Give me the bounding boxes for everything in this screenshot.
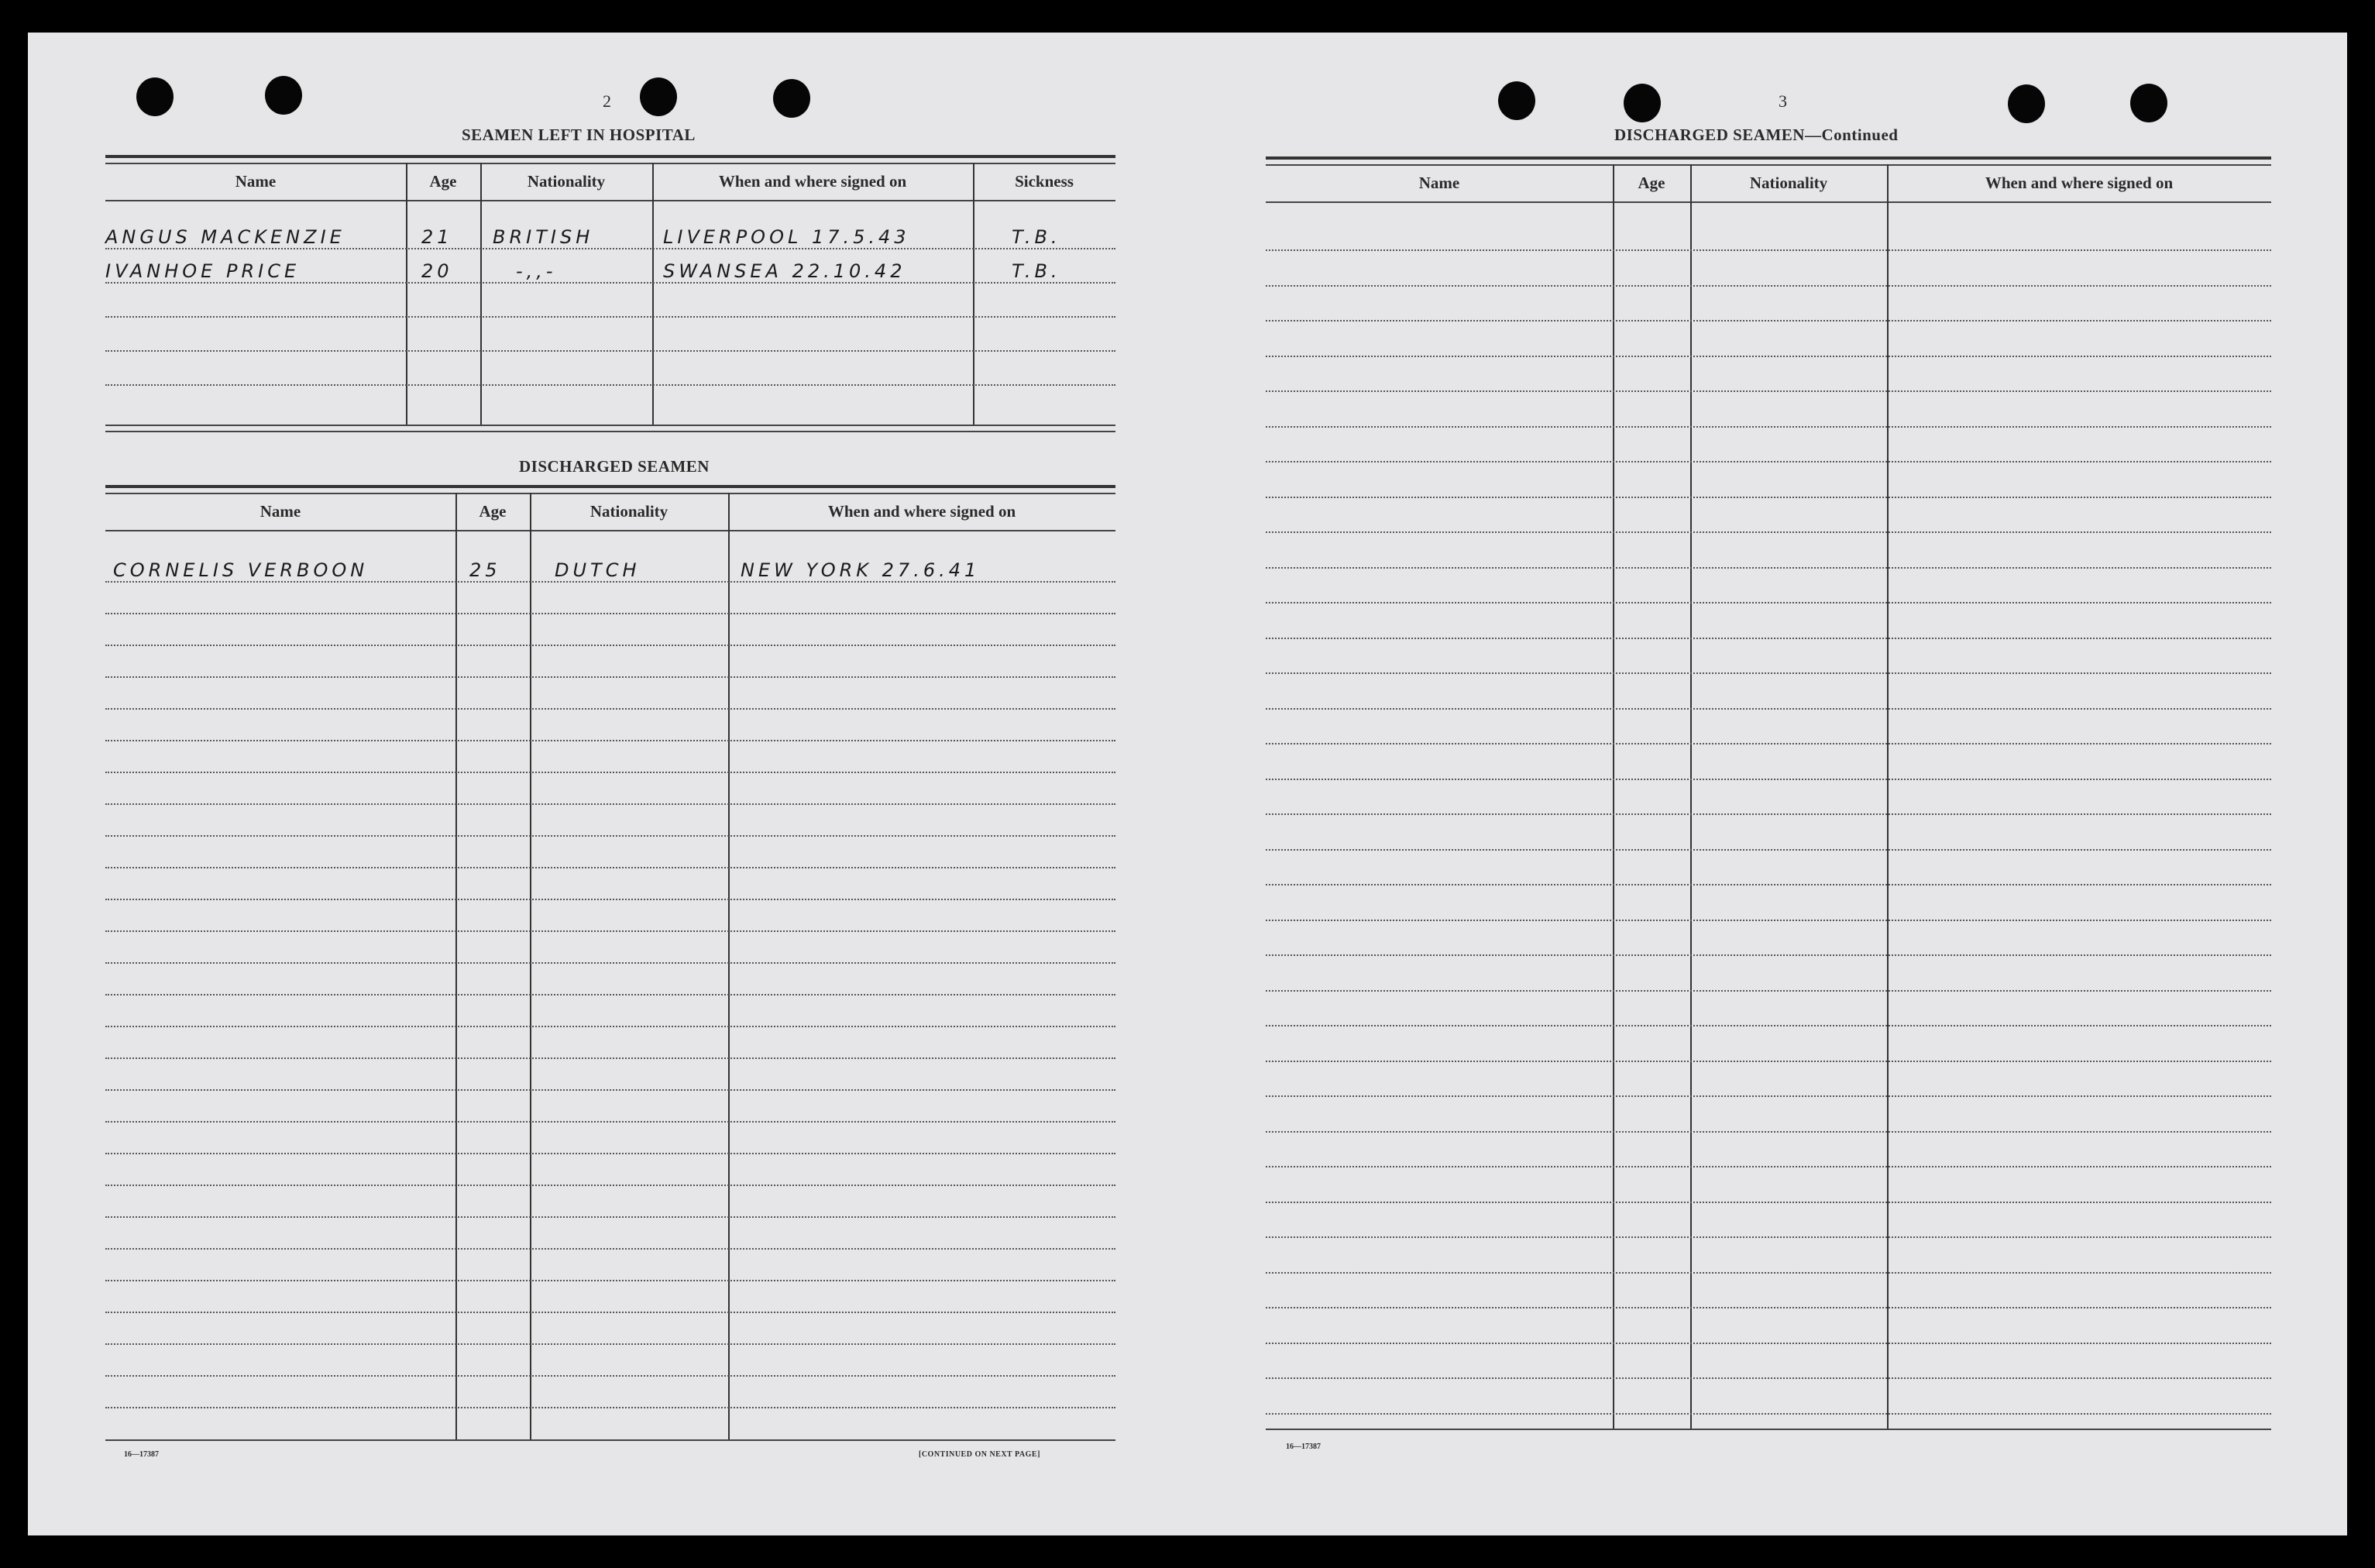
ruled-line: [105, 1057, 1115, 1059]
ruled-line: [1266, 672, 2271, 674]
punch-hole: [773, 79, 810, 118]
ruled-line: [1266, 356, 2271, 357]
ruled-line: [1266, 531, 2271, 533]
ruled-line: [105, 962, 1115, 964]
column-header-signed-on: When and where signed on: [1985, 174, 2174, 192]
column-header-age: Age: [1638, 174, 1665, 192]
ruled-line: [105, 930, 1115, 932]
ruled-line: [1266, 249, 2271, 251]
ruled-line: [105, 676, 1115, 678]
ruled-line: [105, 645, 1115, 646]
punch-hole: [2130, 84, 2167, 122]
ruled-line: [105, 899, 1115, 900]
ruled-line: [105, 1185, 1115, 1186]
title-main: DISCHARGED SEAMEN: [1614, 126, 1805, 144]
ruled-line: [1266, 1095, 2271, 1097]
punch-hole: [640, 77, 677, 116]
punch-hole: [2008, 84, 2045, 123]
punch-hole: [136, 77, 174, 116]
table-row-signed-on: LIVERPOOL 17.5.43: [663, 226, 910, 248]
ruled-line: [105, 1407, 1115, 1408]
punch-hole: [1498, 81, 1535, 120]
ruled-line: [105, 1121, 1115, 1123]
ruled-line: [1266, 638, 2271, 639]
hospital-table: [105, 155, 1115, 435]
ruled-line: [1266, 884, 2271, 885]
column-header-name: Name: [235, 172, 277, 191]
ruled-line: [105, 1375, 1115, 1377]
ruled-line: [1266, 285, 2271, 287]
document-sheet: [28, 33, 2347, 1535]
table-row-sickness: T.B.: [1012, 226, 1061, 248]
ruled-line: [105, 1248, 1115, 1250]
ruled-line: [105, 1312, 1115, 1313]
ruled-line: [1266, 849, 2271, 851]
ruled-line: [1266, 1131, 2271, 1133]
column-header-signed-on: When and where signed on: [827, 502, 1016, 521]
ruled-line: [1266, 1202, 2271, 1203]
ruled-line: [1266, 1307, 2271, 1308]
discharged-section-title: DISCHARGED SEAMEN: [519, 457, 710, 476]
title-suffix: —Continued: [1804, 126, 1899, 144]
ruled-line: [1266, 1413, 2271, 1415]
column-header-nationality: Nationality: [1749, 174, 1828, 192]
ruled-line: [1266, 320, 2271, 322]
ruled-line: [1266, 779, 2271, 780]
column-header-nationality: Nationality: [589, 502, 669, 521]
ruled-line: [105, 772, 1115, 773]
form-code: 16—17387: [124, 1450, 159, 1459]
column-header-name: Name: [1418, 174, 1460, 192]
ruled-line: [105, 1089, 1115, 1091]
table-row-name: IVANHOE PRICE: [105, 260, 301, 282]
column-header-age: Age: [479, 502, 507, 521]
ruled-line: [105, 1216, 1115, 1218]
ruled-line: [1266, 1343, 2271, 1344]
discharged-continued-table: [1266, 156, 2271, 1433]
table-row-sickness: T.B.: [1012, 260, 1061, 282]
discharged-table: [105, 485, 1115, 1442]
table-row-age: 25: [469, 559, 501, 581]
ruled-line: [1266, 708, 2271, 710]
ruled-line: [105, 835, 1115, 837]
column-header-sickness: Sickness: [1015, 172, 1074, 191]
ruled-line: [105, 1026, 1115, 1027]
column-header-age: Age: [429, 172, 457, 191]
table-row-nationality: -,,-: [516, 260, 557, 282]
table-row-nationality: DUTCH: [555, 559, 641, 581]
ruled-line: [1266, 390, 2271, 392]
ruled-line: [1266, 426, 2271, 428]
ruled-line: [1266, 1025, 2271, 1026]
ruled-line: [1266, 461, 2271, 462]
ruled-line: [105, 867, 1115, 868]
punch-hole: [1624, 84, 1661, 122]
punch-hole: [265, 76, 302, 115]
ruled-line: [1266, 743, 2271, 744]
table-row-signed-on: SWANSEA 22.10.42: [663, 260, 906, 282]
ruled-line: [105, 1280, 1115, 1281]
ruled-line: [1266, 1061, 2271, 1062]
table-row-name: ANGUS MACKENZIE: [105, 226, 345, 248]
ruled-line: [1266, 813, 2271, 815]
ruled-line: [105, 994, 1115, 995]
discharged-continued-title: [1614, 126, 1898, 145]
column-header-signed-on: When and where signed on: [718, 172, 907, 191]
ruled-line: [1266, 602, 2271, 603]
form-code: 16—17387: [1286, 1442, 1321, 1451]
table-row-signed-on: NEW YORK 27.6.41: [741, 559, 981, 581]
table-row-age: 21: [421, 226, 453, 248]
ruled-line: [105, 613, 1115, 614]
table-row-age: 20: [421, 260, 453, 282]
ruled-line: [105, 708, 1115, 710]
ruled-line: [105, 581, 1115, 583]
hospital-section-title: SEAMEN LEFT IN HOSPITAL: [462, 126, 696, 144]
ruled-line: [1266, 920, 2271, 921]
table-row-name: CORNELIS VERBOON: [113, 559, 369, 581]
continued-note: [CONTINUED ON NEXT PAGE]: [919, 1450, 1040, 1459]
ruled-line: [105, 803, 1115, 805]
column-header-name: Name: [259, 502, 301, 521]
ruled-line: [1266, 1166, 2271, 1167]
ruled-line: [1266, 1272, 2271, 1274]
ruled-line: [1266, 497, 2271, 498]
ruled-line: [105, 1153, 1115, 1154]
ruled-line: [1266, 1236, 2271, 1238]
page-number: 3: [1779, 91, 1787, 111]
ruled-line: [1266, 567, 2271, 569]
column-header-nationality: Nationality: [527, 172, 606, 191]
ruled-line: [1266, 1377, 2271, 1379]
table-row-nationality: BRITISH: [493, 226, 594, 248]
ruled-line: [1266, 954, 2271, 956]
ruled-line: [105, 740, 1115, 741]
ruled-line: [105, 1343, 1115, 1345]
page-number: 2: [603, 91, 611, 111]
ruled-line: [1266, 990, 2271, 992]
